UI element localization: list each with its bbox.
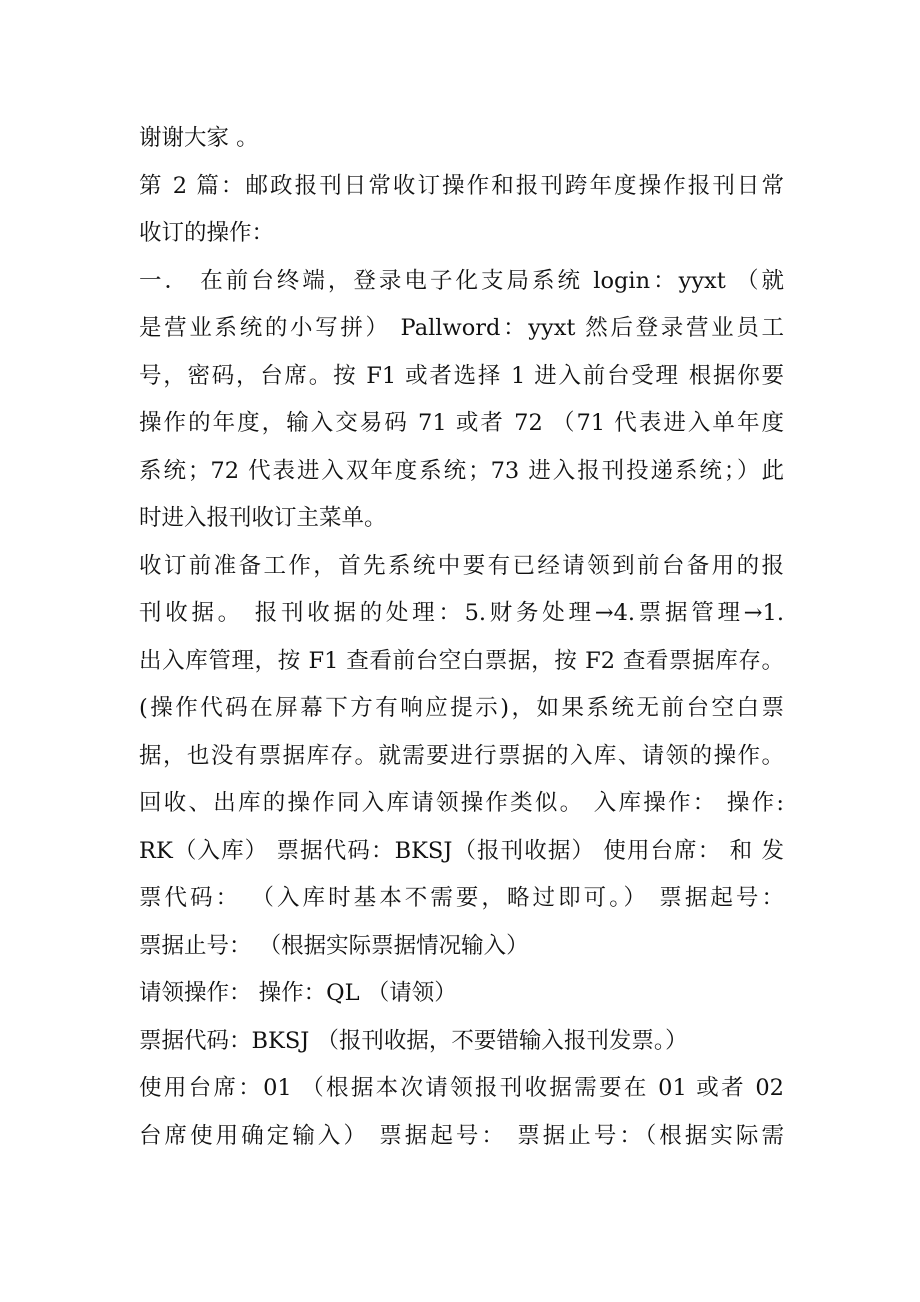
text-line: 台席使用确定输入） 票据起号： 票据止号：（根据实际需 bbox=[139, 1122, 784, 1149]
text-line: 票代码： （入库时基本不需要，略过即可。） 票据起号： bbox=[139, 885, 784, 911]
text-line: 据，也没有票据库存。就需要进行票据的入库、请领的操作。 bbox=[139, 742, 784, 769]
text-line: 请领操作： 操作：QL （请领） bbox=[139, 980, 457, 1006]
text-line: RK（入库） 票据代码：BKSJ（报刊收据） 使用台席： 和 发 bbox=[139, 837, 784, 864]
text-line: 使用台席：01 （根据本次请领报刊收据需要在 01 或者 02 bbox=[139, 1075, 784, 1101]
text-line: 系统；72 代表进入双年度系统；73 进入报刊投递系统；）此 bbox=[139, 457, 784, 484]
document-body bbox=[139, 115, 784, 1160]
text-line: 第 2 篇：邮政报刊日常收订操作和报刊跨年度操作报刊日常 bbox=[139, 172, 784, 199]
text-line: 谢谢大家 。 bbox=[139, 125, 259, 151]
text-line: 是营业系统的小写拼） Pallword：yyxt 然后登录营业员工 bbox=[139, 315, 784, 341]
text-line: 回收、出库的操作同入库请领操作类似。 入库操作： 操作: bbox=[139, 790, 784, 816]
text-line: 收订的操作： bbox=[139, 220, 275, 246]
text-line: 收订前准备工作，首先系统中要有已经请领到前台备用的报 bbox=[139, 552, 784, 579]
text-line: 时进入报刊收订主菜单。 bbox=[139, 505, 387, 531]
text-line: 一． 在前台终端，登录电子化支局系统 login：yyxt （就 bbox=[139, 267, 784, 294]
text-line: 票据止号： （根据实际票据情况输入） bbox=[139, 932, 529, 959]
text-line: 出入库管理，按 F1 查看前台空白票据，按 F2 查看票据库存。 bbox=[139, 647, 784, 674]
text-line: 票据代码：BKSJ （报刊收据，不要错输入报刊发票。） bbox=[139, 1027, 688, 1054]
text-line: (操作代码在屏幕下方有响应提示)，如果系统无前台空白票 bbox=[139, 695, 784, 721]
text-line: 刊收据。 报刊收据的处理：5.财务处理→4.票据管理→1. bbox=[139, 600, 784, 626]
text-line: 操作的年度，输入交易码 71 或者 72 （71 代表进入单年度 bbox=[139, 410, 784, 436]
text-line: 号，密码，台席。按 F1 或者选择 1 进入前台受理 根据你要 bbox=[139, 362, 784, 389]
